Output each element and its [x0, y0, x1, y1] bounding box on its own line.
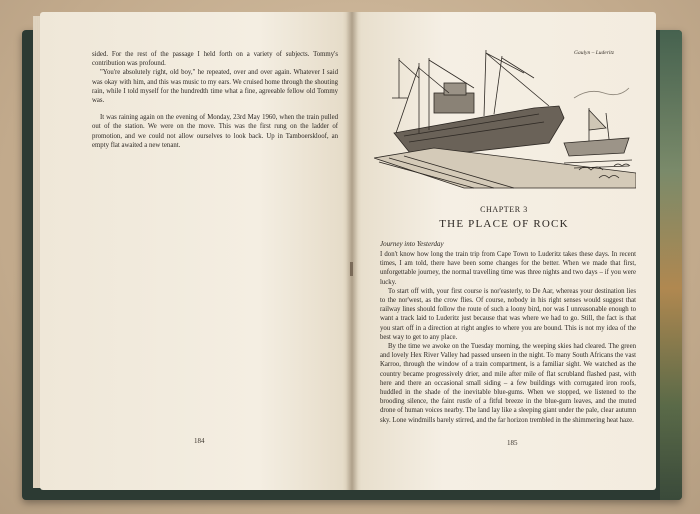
paragraph: sided. For the rest of the passage I held forth on a variety of subjects. Tommy's contribution was profound.	[92, 51, 338, 68]
left-page	[40, 12, 352, 490]
left-page-text	[92, 50, 338, 150]
paragraph: I don't know how long the train trip from Cape Town to Luderitz takes these days. In recent times, I am told, there have been some changes for the better. When we made that first, unforgettable journey, the normal travelling time was three nights and two days – if you were lucky.	[380, 251, 636, 286]
paragraph: It was raining again on the evening of Monday, 23rd May 1960, when the train pulled out of the station. We were on the move. This was the first rung on the ladder of promotion, and we could not allow ourselves to look back. Up in Tamboerskloof, an empty flat awaited a new tenant.	[92, 114, 338, 149]
cover-edge-artwork	[660, 30, 682, 500]
bookmark-ribbon	[350, 262, 353, 276]
chapter-title: THE PLACE OF ROCK	[439, 218, 569, 230]
harbour-ship-illustration	[374, 38, 636, 190]
paragraph: To start off with, your first course is nor'easterly, to De Aar, whereas your destination lies to the nor'west, as the crow flies. Of course, nobody in his right senses would suggest that railway lines should follow the route of such a loony bird, nor was I unreasonable enough to want a track laid to Luderitz just because that was where we had to go. Still, the fact is that you start off in a direction at right angles to where you are bound. This is not my idea of the best way to get to any place.	[380, 287, 636, 341]
chapter-number: CHAPTER 3	[480, 205, 528, 214]
section-heading: Journey into Yesterday	[380, 240, 444, 248]
book-gutter	[346, 12, 358, 490]
right-page	[352, 12, 656, 490]
page-number: 185	[507, 439, 518, 447]
right-page-text	[380, 250, 636, 425]
page-number: 184	[194, 437, 205, 445]
illustration-signature: Gaulyn – Luderitz	[574, 50, 615, 56]
paragraph: By the time we awoke on the Tuesday morning, the weeping skies had cleared. The green and lovely Hex River Valley had passed unseen in the night. To many South Africans the vast Karroo, through the window of a train compartment, is a familiar sight. We watched as the country became progressively drier, and mile after mile of flat scrubland flashed past, with here and there an occasional small siding – a few buildings with corrugated iron roofs, huddled in the shade of the inevitable blue-gums. When we stopped, we listened to the brooding silence, the faint rustle of a fitful breeze in the blue-gum leaves, and the muted drone of human voices nearby. The land lay like a sleeping giant under the pale, clear autumn sky. Lone windmills barely stirred, and the far horizon trembled in the shimmering heat haze.	[380, 343, 636, 424]
paragraph: "You're absolutely right, old boy," he repeated, over and over again. Whatever I said was okay with him, and this was music to my ears. We cruised home through the shouting rain, while I told myself for the hundredth time what a fine, agreeable fellow old Tommy was.	[92, 69, 338, 105]
